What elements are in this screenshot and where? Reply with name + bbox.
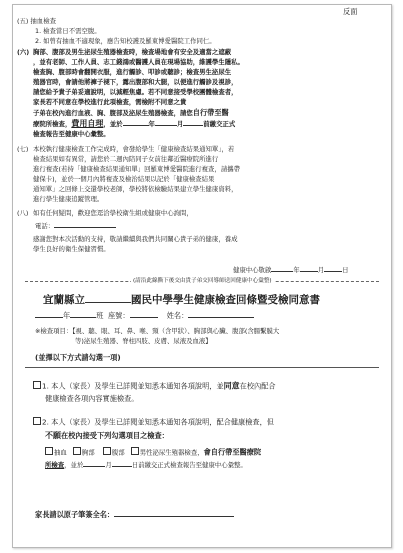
items-line-1: ※檢查項目：【視、聽、眼、耳、鼻、喉、頸（含甲狀）、胸部與心臟、腹部(含腸繫膜大 [35, 327, 280, 335]
cut-note: (請沿此線撕下後交由貴子弟交回導師送回健康中心彙整) [133, 278, 272, 284]
items-line-2: 等)泌尿生殖器、脊柱四肢、皮膚、尿液及血液】 [75, 337, 212, 345]
option-agree: 1. 本人（家長）及學生已詳閱並知悉本通知各項說明，並同意在校內配合 [33, 381, 276, 392]
form-divider [25, 367, 379, 368]
disagree-emphasis: 不願 [45, 431, 61, 440]
option-agree-checkbox[interactable] [33, 381, 41, 389]
self-visit-emphasis: 自行帶至醫 [192, 108, 229, 117]
select-note: (並擇以下方式請勾選一項) [35, 353, 121, 362]
checkbox-chest[interactable] [73, 447, 81, 455]
checkbox-abdomen[interactable] [103, 447, 111, 455]
checklist-line-2: 所檢查，並於 月 日前繳交正式檢查報告至健康中心彙整。 [45, 461, 247, 469]
signature-line: 健康中心敬啟 年 月 日 [233, 266, 349, 274]
closing-line-2: 學生良好的衛生保健習慣。 [33, 245, 110, 253]
document-page [12, 4, 392, 548]
section6-line-5: 請您給予貴子弟妥適說明，以減輕焦慮。若不同意接受學校團體檢查者， [33, 88, 238, 96]
section6-line-6: 家長若不同意在學校進行此項檢查，需檢附不同意之貴 [33, 98, 187, 106]
checkbox-male-genital[interactable] [131, 447, 139, 455]
section7-line-3: 進行複查(若持「健康檢查結果通知單」回羅東博愛醫院進行複查，請攜帶 [33, 165, 240, 173]
option-disagree-line-2: 不願在校內接受下列勾選項目之檢查： [45, 431, 169, 440]
section7-line-4: 健保卡)，並於一個月內將複查及檢治結果以記於「健康檢查結果 [33, 175, 215, 183]
agree-emphasis: 同意 [223, 381, 240, 391]
form-title: 宜蘭縣立 國民中學學生健康檢查回條暨受檢同意書 [43, 294, 320, 306]
section6-line-9: 檢查報告至健康中心彙整。 [33, 130, 110, 138]
section6-line-7: 子弟在校內進行血液、胸、腹部及泌尿生殖器檢查，請您自行帶至醫 [33, 108, 229, 117]
section6-line-4: 殖器官時，會請他將褲子褪下，露出腹部和大腿，以便進行觸診及視診， [33, 78, 238, 86]
section6-label: (六) [17, 48, 30, 56]
section5-label: (五) 抽血檢查 [17, 17, 56, 25]
option-disagree: 2. 本人（家長）及學生已詳閱並知悉本通知各項說明，配合健康檢查，但 [33, 417, 274, 427]
closing-line-1: 感謝您對本次活動的支持，敬請繼續與我們共同關心貴子弟的健康，養成 [33, 235, 238, 243]
section7-line-2: 檢查結果如有異常，請您於二週內陪同子女前往鄰近醫療院所進行 [33, 155, 219, 163]
section5-item-1: 1. 檢查當日不需空腹。 [35, 27, 101, 35]
section6-line-1: 胸部、腹部及男生泌尿生殖器檢查時，檢查場地會有安全及適當之遮蔽 [33, 48, 232, 56]
checkbox-blood[interactable] [45, 447, 53, 455]
back-side-label: 反面 [343, 7, 358, 16]
exam-checklist: 抽血 胸部 腹部 男性泌尿生殖器檢查，會自行帶至醫療院 [45, 447, 261, 457]
self-visit-emphasis-2: 會自行帶至醫療院 [203, 447, 262, 457]
option-agree-line-2: 健康檢查各項內容實施檢查。 [45, 394, 139, 403]
section6-line-8: 療院所檢查，費用自理，並於 年 月 前繳交正式 [33, 119, 236, 128]
section8-line-1: 如有任何疑問，歡迎您逕洽學校衛生組或健康中心詢問， [33, 209, 193, 217]
section7-line-1: 本校執行健康檢查工作完成時，會發給學生「健康檢查結果通知單」，若 [33, 145, 235, 153]
section6-line-3: 檢查胸、腹部時會翻開衣服，進行觸診、叩診或聽診；檢查男生泌尿生 [33, 68, 232, 76]
parent-signature: 家長請以原子筆簽全名： [35, 510, 234, 519]
section7-line-5: 通知單」之回條上交還學校老師，學校將依檢驗結果建立學生健康資料， [33, 185, 238, 193]
section5-item-2: 2. 如曾有抽血不適現象，應告知校護及羅東博愛醫院工作同仁。 [35, 37, 216, 45]
option-disagree-checkbox[interactable] [33, 417, 41, 425]
section6-line-2: ，並有老師、工作人員、志工錢鴻或醫護人員在現場協助，維護學生隱私。 [33, 58, 244, 66]
student-info-row: 年 班 座號： 姓名： [35, 311, 254, 320]
self-pay-emphasis: 費用自理 [71, 119, 104, 128]
section8-label: (八) [17, 209, 29, 217]
section7-label: (七) [17, 145, 29, 153]
phone-line: 電話： [35, 221, 116, 230]
section7-line-6: 進行學生健康追蹤管理。 [33, 195, 104, 203]
